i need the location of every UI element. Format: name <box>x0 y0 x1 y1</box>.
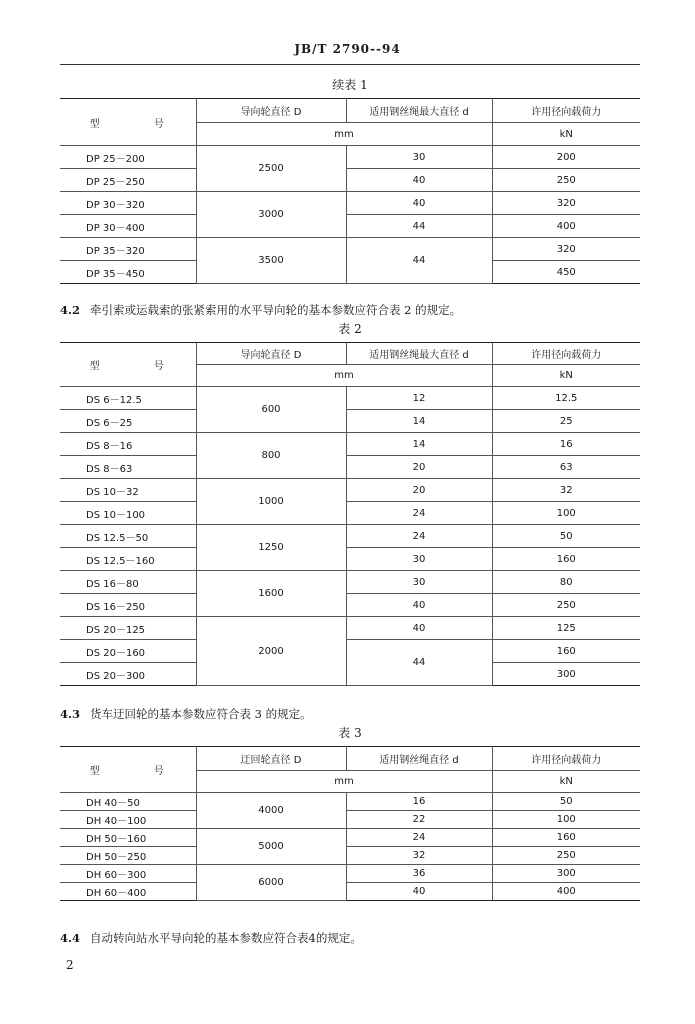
table-cell-load: 320 <box>492 238 640 261</box>
table-cell-rope: 16 <box>346 793 492 811</box>
table-cell-load: 250 <box>492 594 640 617</box>
table-cell-diameter: 5000 <box>196 829 346 865</box>
table-cell-model: DS 20－160 <box>60 640 196 663</box>
page-header: JB/T 2790--94 <box>294 42 401 56</box>
table-cell-load: 400 <box>492 883 640 901</box>
table-cell-rope: 36 <box>346 865 492 883</box>
table-cell-load: 100 <box>492 502 640 525</box>
table-cell-load: 250 <box>492 847 640 865</box>
table-cell-diameter: 2500 <box>196 146 346 192</box>
table-cell-model: DS 6－12.5 <box>60 387 196 410</box>
table2-header-diameter: 导向轮直径 D <box>196 343 346 365</box>
table-cell-model: DP 25－200 <box>60 146 196 169</box>
table1-header-load: 许用径向载荷力 <box>492 99 640 123</box>
table1-caption: 续表 1 <box>332 78 368 92</box>
table-cell-rope: 44 <box>346 215 492 238</box>
table1-header-model: 型 号 <box>60 99 196 146</box>
table-cell-model: DH 60－300 <box>60 865 196 883</box>
table3-unit-kn: kN <box>492 771 640 793</box>
table-cell-rope: 40 <box>346 169 492 192</box>
table-cell-rope: 30 <box>346 548 492 571</box>
table-cell-load: 300 <box>492 663 640 686</box>
table-cell-rope: 24 <box>346 525 492 548</box>
table3-header-diameter: 迂回轮直径 D <box>196 747 346 771</box>
table2-unit-mm: mm <box>196 365 492 387</box>
table1-header-rope: 适用钢丝绳最大直径 d <box>346 99 492 123</box>
table-cell-rope: 14 <box>346 410 492 433</box>
table-cell-load: 320 <box>492 192 640 215</box>
table-cell-model: DP 30－400 <box>60 215 196 238</box>
table-cell-model: DH 40－100 <box>60 811 196 829</box>
table3 <box>60 746 640 901</box>
table-cell-model: DH 40－50 <box>60 793 196 811</box>
table-cell-model: DH 50－250 <box>60 847 196 865</box>
table-cell-model: DS 8－16 <box>60 433 196 456</box>
table2-header-load: 许用径向载荷力 <box>492 343 640 365</box>
table3-header-rope: 适用钢丝绳直径 d <box>346 747 492 771</box>
clause-number: 4.4 <box>60 931 81 945</box>
table-cell-model: DS 16－80 <box>60 571 196 594</box>
clause-4-2 <box>60 302 660 318</box>
table-cell-rope: 24 <box>346 502 492 525</box>
table-cell-rope: 32 <box>346 847 492 865</box>
table-cell-model: DS 8－63 <box>60 456 196 479</box>
header-rule <box>60 64 640 65</box>
table3-header-load: 许用径向载荷力 <box>492 747 640 771</box>
table-cell-load: 160 <box>492 640 640 663</box>
table2-unit-kn: kN <box>492 365 640 387</box>
clause-number: 4.2 <box>60 303 81 317</box>
clause-number: 4.3 <box>60 707 81 721</box>
clause-text: 货车迂回轮的基本参数应符合表 3 的规定。 <box>90 707 312 721</box>
table1-unit-kn: kN <box>492 123 640 146</box>
table-cell-rope: 44 <box>346 238 492 284</box>
clause-text: 牵引索或运载索的张紧索用的水平导向轮的基本参数应符合表 2 的规定。 <box>90 303 462 317</box>
table-cell-rope: 40 <box>346 617 492 640</box>
table1-unit-mm: mm <box>196 123 492 146</box>
table-cell-model: DS 12.5－160 <box>60 548 196 571</box>
clause-text: 自动转向站水平导向轮的基本参数应符合表4的规定。 <box>90 931 362 945</box>
table-cell-diameter: 3500 <box>196 238 346 284</box>
table-cell-rope: 30 <box>346 146 492 169</box>
table-cell-load: 125 <box>492 617 640 640</box>
table-cell-load: 32 <box>492 479 640 502</box>
table-cell-rope: 40 <box>346 594 492 617</box>
table-cell-diameter: 2000 <box>196 617 346 686</box>
table-cell-rope: 30 <box>346 571 492 594</box>
table-cell-model: DS 12.5－50 <box>60 525 196 548</box>
table-cell-rope: 12 <box>346 387 492 410</box>
clause-4-4 <box>60 930 660 946</box>
table1 <box>60 98 640 284</box>
table-cell-load: 25 <box>492 410 640 433</box>
table-cell-rope: 14 <box>346 433 492 456</box>
table-cell-load: 200 <box>492 146 640 169</box>
page-number: 2 <box>66 958 74 972</box>
clause-4-3 <box>60 706 660 722</box>
table-cell-rope: 40 <box>346 192 492 215</box>
table-cell-diameter: 3000 <box>196 192 346 238</box>
table1-header-diameter: 导向轮直径 D <box>196 99 346 123</box>
table-cell-model: DS 20－300 <box>60 663 196 686</box>
table-cell-model: DS 6－25 <box>60 410 196 433</box>
table3-header-model: 型 号 <box>60 747 196 793</box>
table-cell-load: 450 <box>492 261 640 284</box>
table2-caption: 表 2 <box>338 322 362 336</box>
table-cell-load: 160 <box>492 829 640 847</box>
table-cell-load: 50 <box>492 525 640 548</box>
table-cell-load: 16 <box>492 433 640 456</box>
table-cell-diameter: 6000 <box>196 865 346 901</box>
table2-header-rope: 适用钢丝绳最大直径 d <box>346 343 492 365</box>
table-cell-load: 80 <box>492 571 640 594</box>
table-cell-load: 50 <box>492 793 640 811</box>
table-cell-model: DS 10－100 <box>60 502 196 525</box>
table-cell-load: 100 <box>492 811 640 829</box>
table3-unit-mm: mm <box>196 771 492 793</box>
table-cell-rope: 40 <box>346 883 492 901</box>
table-cell-rope: 24 <box>346 829 492 847</box>
table-cell-model: DH 50－160 <box>60 829 196 847</box>
table2 <box>60 342 640 686</box>
table2-header-model: 型 号 <box>60 343 196 387</box>
table-cell-load: 300 <box>492 865 640 883</box>
table-cell-model: DP 25－250 <box>60 169 196 192</box>
table-cell-rope: 20 <box>346 456 492 479</box>
table-cell-diameter: 800 <box>196 433 346 479</box>
table-cell-model: DP 30－320 <box>60 192 196 215</box>
table-cell-model: DP 35－450 <box>60 261 196 284</box>
table-cell-rope: 44 <box>346 640 492 686</box>
table-cell-diameter: 1000 <box>196 479 346 525</box>
table-cell-diameter: 4000 <box>196 793 346 829</box>
table-cell-model: DS 10－32 <box>60 479 196 502</box>
table-cell-diameter: 1600 <box>196 571 346 617</box>
table3-caption: 表 3 <box>338 726 362 740</box>
table-cell-load: 63 <box>492 456 640 479</box>
table-cell-model: DP 35－320 <box>60 238 196 261</box>
table-cell-load: 250 <box>492 169 640 192</box>
table-cell-model: DH 60－400 <box>60 883 196 901</box>
table-cell-rope: 20 <box>346 479 492 502</box>
table-cell-model: DS 20－125 <box>60 617 196 640</box>
table-cell-load: 160 <box>492 548 640 571</box>
table-cell-rope: 22 <box>346 811 492 829</box>
table-cell-diameter: 1250 <box>196 525 346 571</box>
table-cell-diameter: 600 <box>196 387 346 433</box>
table-cell-model: DS 16－250 <box>60 594 196 617</box>
table-cell-load: 12.5 <box>492 387 640 410</box>
table-cell-load: 400 <box>492 215 640 238</box>
